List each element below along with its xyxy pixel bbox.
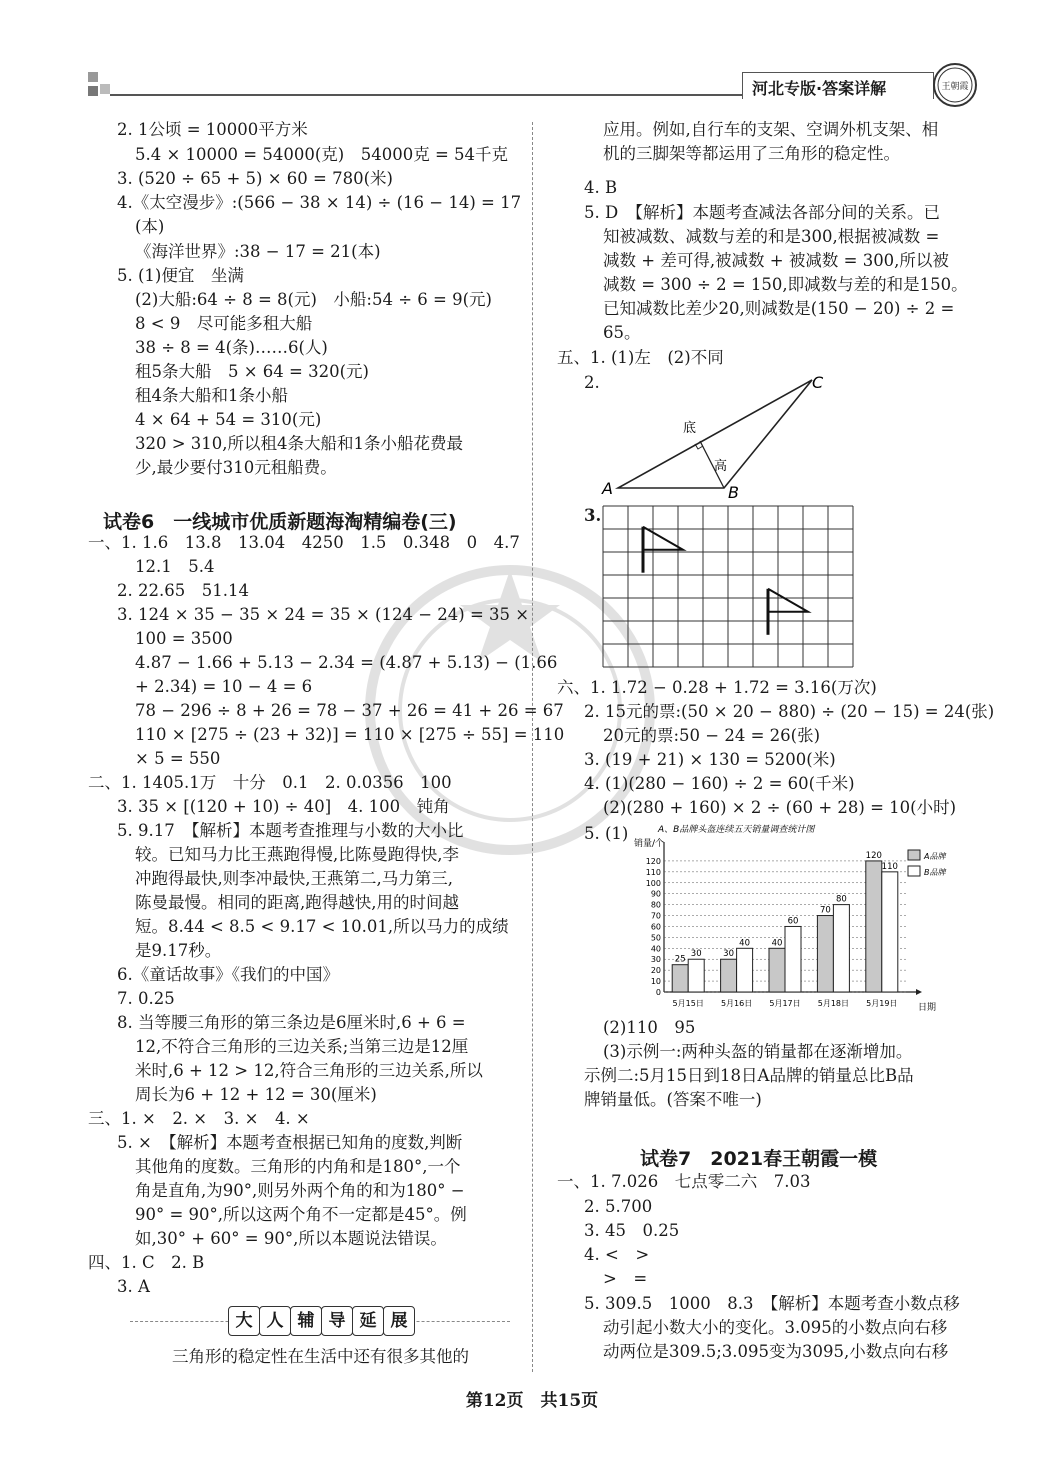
answer-line: 2. <box>584 373 600 392</box>
paper7-title: 试卷7 2021春王朝霞一模 <box>640 1148 878 1170</box>
chart-ylabel: 销量/个 <box>634 839 665 849</box>
logo-text: 王朝霞 <box>941 82 969 92</box>
answer-line: 5. D 【解析】本题考查减法各部分间的关系。已 <box>584 203 940 222</box>
answer-line: 20元的票:50 − 24 = 26(张) <box>603 726 821 745</box>
bar-value-label: 60 <box>787 916 799 927</box>
bar <box>769 948 785 992</box>
bar <box>817 916 833 992</box>
answer-line: 4. < > <box>584 1245 650 1264</box>
answer-line: 5.4 × 10000 = 54000(克) 54000克 = 54千克 <box>135 145 509 164</box>
answer-line: > = <box>603 1269 648 1288</box>
answer-line: 5. (1)便宜 坐满 <box>117 266 244 285</box>
answer-line: 38 ÷ 8 = 4(条)……6(人) <box>135 338 328 357</box>
answer-line: 租5条大船 5 × 64 = 320(元) <box>135 362 369 381</box>
answer-line: 3. A <box>117 1277 150 1296</box>
answer-line: 租4条大船和1条小船 <box>135 386 288 405</box>
extension-char: 导 <box>321 1306 353 1336</box>
answer-line: 5. 9.17 【解析】本题考查推理与小数的大小比 <box>117 821 464 840</box>
answer-line: 动两位是309.5;3.095变为3095,小数点向右移 <box>603 1342 949 1361</box>
extension-char: 大 <box>228 1306 260 1336</box>
grid-figure <box>602 505 854 671</box>
flag-triangle <box>768 589 808 612</box>
deco-square <box>88 72 98 82</box>
answer-line: 12.1 5.4 <box>135 557 215 576</box>
legend-swatch <box>908 866 920 876</box>
extension-heading <box>228 1306 414 1336</box>
answer-line: 陈曼最慢。相同的距离,跑得越快,用的时间越 <box>135 893 459 912</box>
answer-line: 米时,6 + 12 > 12,符合三角形的三边关系,所以 <box>135 1061 483 1080</box>
answer-line: 5. × 【解析】本题考查根据已知角的度数,判断 <box>117 1133 463 1152</box>
answer-line: 4.《太空漫步》:(566 − 38 × 14) ÷ (16 − 14) = 17 <box>117 193 522 212</box>
vertex-c-label: C <box>812 373 824 392</box>
grid-question-label: 3. <box>584 506 602 525</box>
x-axis-arrow <box>916 989 922 995</box>
x-tick-label: 5月16日 <box>720 999 753 1008</box>
legend-swatch <box>908 850 920 860</box>
answer-line: 7. 0.25 <box>117 989 175 1008</box>
answer-line: (2)110 95 <box>603 1018 696 1037</box>
answer-line: (3)示例一:两种头盔的销量都在逐渐增加。 <box>603 1042 913 1061</box>
y-tick-label: 30 <box>650 955 661 965</box>
answer-line: 减数 + 差可得,被减数 + 被减数 = 300,所以被 <box>603 251 949 270</box>
answer-line: 六、1. 1.72 − 0.28 + 1.72 = 3.16(万次) <box>557 678 877 697</box>
bar <box>785 926 801 992</box>
answer-line: 三、1. × 2. × 3. × 4. × <box>88 1109 310 1128</box>
answer-line: 机的三脚架等都运用了三角形的稳定性。 <box>603 144 900 163</box>
y-tick-label: 20 <box>650 966 661 976</box>
answer-line: 应用。例如,自行车的支架、空调外机支架、相 <box>603 120 939 139</box>
legend-label: B品牌 <box>924 868 946 877</box>
header-brand: 河北专版·答案详解 <box>752 79 887 98</box>
answer-line: 五、1. (1)左 (2)不同 <box>557 348 724 367</box>
chart-xlabel: 日期 <box>918 1003 937 1013</box>
answer-line: 周长为6 + 12 + 12 = 30(厘米) <box>135 1085 377 1104</box>
answer-line: 一、1. 7.026 七点零二六 7.03 <box>557 1172 811 1191</box>
answer-line: 四、1. C 2. B <box>88 1253 205 1272</box>
bar <box>672 965 688 992</box>
vertex-a-label: A <box>602 479 613 498</box>
answer-line: 2. 5.700 <box>584 1197 653 1216</box>
answer-line: 4. B <box>584 178 618 197</box>
bar-value-label: 110 <box>881 861 898 872</box>
bar-value-label: 30 <box>723 949 735 960</box>
chart-title: A、B品牌头盔连续五天销量调查统计图 <box>658 825 815 835</box>
y-tick-label: 0 <box>655 988 661 997</box>
extension-char: 人 <box>259 1306 291 1336</box>
bar-value-label: 25 <box>674 954 686 965</box>
y-tick-label: 100 <box>645 878 661 888</box>
y-tick-label: 70 <box>650 911 661 921</box>
answer-line: 知被减数、减数与差的和是300,根据被减数 = <box>603 227 940 246</box>
vertex-b-label: B <box>728 483 739 500</box>
extension-char: 延 <box>352 1306 384 1336</box>
legend-label: A品牌 <box>924 852 946 861</box>
answer-line: 3. 124 × 35 − 35 × 24 = 35 × (124 − 24) = 35 × <box>117 605 530 624</box>
bar <box>833 905 849 992</box>
extension-char: 辅 <box>290 1306 322 1336</box>
triangle-figure <box>590 372 830 500</box>
extension-text: 三角形的稳定性在生活中还有很多其他的 <box>172 1347 469 1366</box>
bar <box>866 861 882 992</box>
bar <box>721 959 737 992</box>
answer-line: 示例二:5月15日到18日A品牌的销量总比B品 <box>584 1066 914 1085</box>
answer-line: 4.87 − 1.66 + 5.13 − 2.34 = (4.87 + 5.13) − (1.66 <box>135 653 558 672</box>
answer-line: 6.《童话故事》《我们的中国》 <box>117 965 339 984</box>
answer-line: 320 > 310,所以租4条大船和1条小船花费最 <box>135 434 464 453</box>
deco-square <box>100 84 110 94</box>
answer-line: 3. 35 × [(120 + 10) ÷ 40] 4. 100 钝角 <box>117 797 450 816</box>
bar-value-label: 30 <box>690 949 702 960</box>
answer-line: 短。8.44 < 8.5 < 9.17 < 10.01,所以马力的成绩 <box>135 917 509 936</box>
answer-line: 如,30° + 60° = 90°,所以本题说法错误。 <box>135 1229 447 1248</box>
x-tick-label: 5月17日 <box>769 999 801 1008</box>
x-tick-label: 5月15日 <box>672 999 704 1008</box>
answer-line: 较。已知马力比王燕跑得慢,比陈曼跑得快,李 <box>135 845 459 864</box>
answer-line: 78 − 296 ÷ 8 + 26 = 78 − 37 + 26 = 41 + 26 = 67 <box>135 701 564 720</box>
page-footer: 第12页 共15页 <box>465 1391 599 1411</box>
answer-line: 其他角的度数。三角形的内角和是180°,一个 <box>135 1157 461 1176</box>
answer-line: 牌销量低。(答案不唯一) <box>584 1090 762 1109</box>
deco-square <box>88 86 98 96</box>
answer-line: 少,最少要付310元租船费。 <box>135 458 337 477</box>
answer-line: 减数 = 300 ÷ 2 = 150,即减数与差的和是150。 <box>603 275 968 294</box>
answer-line: 角是直角,为90°,则另外两个角的和为180° − <box>135 1181 465 1200</box>
bar <box>737 948 753 992</box>
y-tick-label: 90 <box>650 889 661 899</box>
base-label: 底 <box>683 421 697 436</box>
answer-line: 3. 45 0.25 <box>584 1221 680 1240</box>
answer-line: 已知减数比差少20,则减数是(150 − 20) ÷ 2 = <box>603 299 955 318</box>
answer-line: 一、1. 1.6 13.8 13.04 4250 1.5 0.348 0 4.7 <box>88 533 520 552</box>
bar-value-label: 40 <box>739 938 751 949</box>
paper6-title: 试卷6 一线城市优质新题海淘精编卷(三) <box>103 511 457 533</box>
answer-line: 8 < 9 尽可能多租大船 <box>135 314 313 333</box>
answer-line: (2)大船:64 ÷ 8 = 8(元) 小船:54 ÷ 6 = 9(元) <box>135 290 492 309</box>
x-tick-label: 5月19日 <box>866 999 898 1008</box>
bar <box>688 959 704 992</box>
answer-line: 动引起小数大小的变化。3.095的小数点向右移 <box>603 1318 948 1337</box>
answer-line: (2)(280 + 160) × 2 ÷ (60 + 28) = 10(小时) <box>603 798 957 817</box>
answer-line: 65。 <box>603 323 641 342</box>
y-tick-label: 60 <box>650 922 661 932</box>
y-tick-label: 40 <box>650 944 661 954</box>
answer-line: 8. 当等腰三角形的第三条边是6厘米时,6 + 6 = <box>117 1013 466 1032</box>
extension-char: 展 <box>383 1306 415 1336</box>
flag-triangle <box>643 527 683 550</box>
answer-line: 3. (19 + 21) × 130 = 5200(米) <box>584 750 836 769</box>
y-tick-label: 80 <box>650 900 661 910</box>
y-tick-label: 10 <box>650 977 661 987</box>
answer-line: × 5 = 550 <box>135 749 221 768</box>
answer-line: 5. (1) <box>584 824 629 843</box>
column-divider <box>532 122 533 1372</box>
logo-seal-icon <box>932 62 978 108</box>
bar-value-label: 40 <box>771 938 783 949</box>
y-tick-label: 110 <box>645 867 661 877</box>
y-tick-label: 50 <box>650 933 661 943</box>
answer-line: 5. 309.5 1000 8.3 【解析】本题考查小数点移 <box>584 1294 960 1313</box>
answer-line: 12,不符合三角形的三边关系;当第三边是12厘 <box>135 1037 469 1056</box>
bar-value-label: 70 <box>819 905 831 916</box>
answer-line: 冲跑得最快,则李冲最快,王燕第二,马力第三, <box>135 869 453 888</box>
answer-line: + 2.34) = 10 − 4 = 6 <box>135 677 313 696</box>
answer-line: 90° = 90°,所以这两个角不一定都是45°。例 <box>135 1205 467 1224</box>
bar-value-label: 80 <box>835 894 847 905</box>
answer-line: 2. 1公顷 = 10000平方米 <box>117 120 308 139</box>
answer-line: 2. 22.65 51.14 <box>117 581 249 600</box>
answer-line: (本) <box>135 217 165 236</box>
bar-chart <box>628 820 958 1020</box>
answer-line: 4. (1)(280 − 160) ÷ 2 = 60(千米) <box>584 774 855 793</box>
answer-line: 4 × 64 + 54 = 310(元) <box>135 410 322 429</box>
answer-line: 是9.17秒。 <box>135 941 222 960</box>
height-label: 高 <box>714 459 728 474</box>
y-tick-label: 120 <box>645 856 661 866</box>
answer-line: 2. 15元的票:(50 × 20 − 880) ÷ (20 − 15) = 24(张) <box>584 702 995 721</box>
answer-line: 110 × [275 ÷ (23 + 32)] = 110 × [275 ÷ 55] = 110 <box>135 725 565 744</box>
answer-line: 二、1. 1405.1万 十分 0.1 2. 0.0356 100 <box>88 773 452 792</box>
bar-value-label: 120 <box>865 850 882 861</box>
answer-line: 《海洋世界》:38 − 17 = 21(本) <box>135 242 381 261</box>
bar <box>882 872 898 992</box>
answer-line: 3. (520 ÷ 65 + 5) × 60 = 780(米) <box>117 169 393 188</box>
answer-line: 100 = 3500 <box>135 629 233 648</box>
x-tick-label: 5月18日 <box>817 999 850 1008</box>
